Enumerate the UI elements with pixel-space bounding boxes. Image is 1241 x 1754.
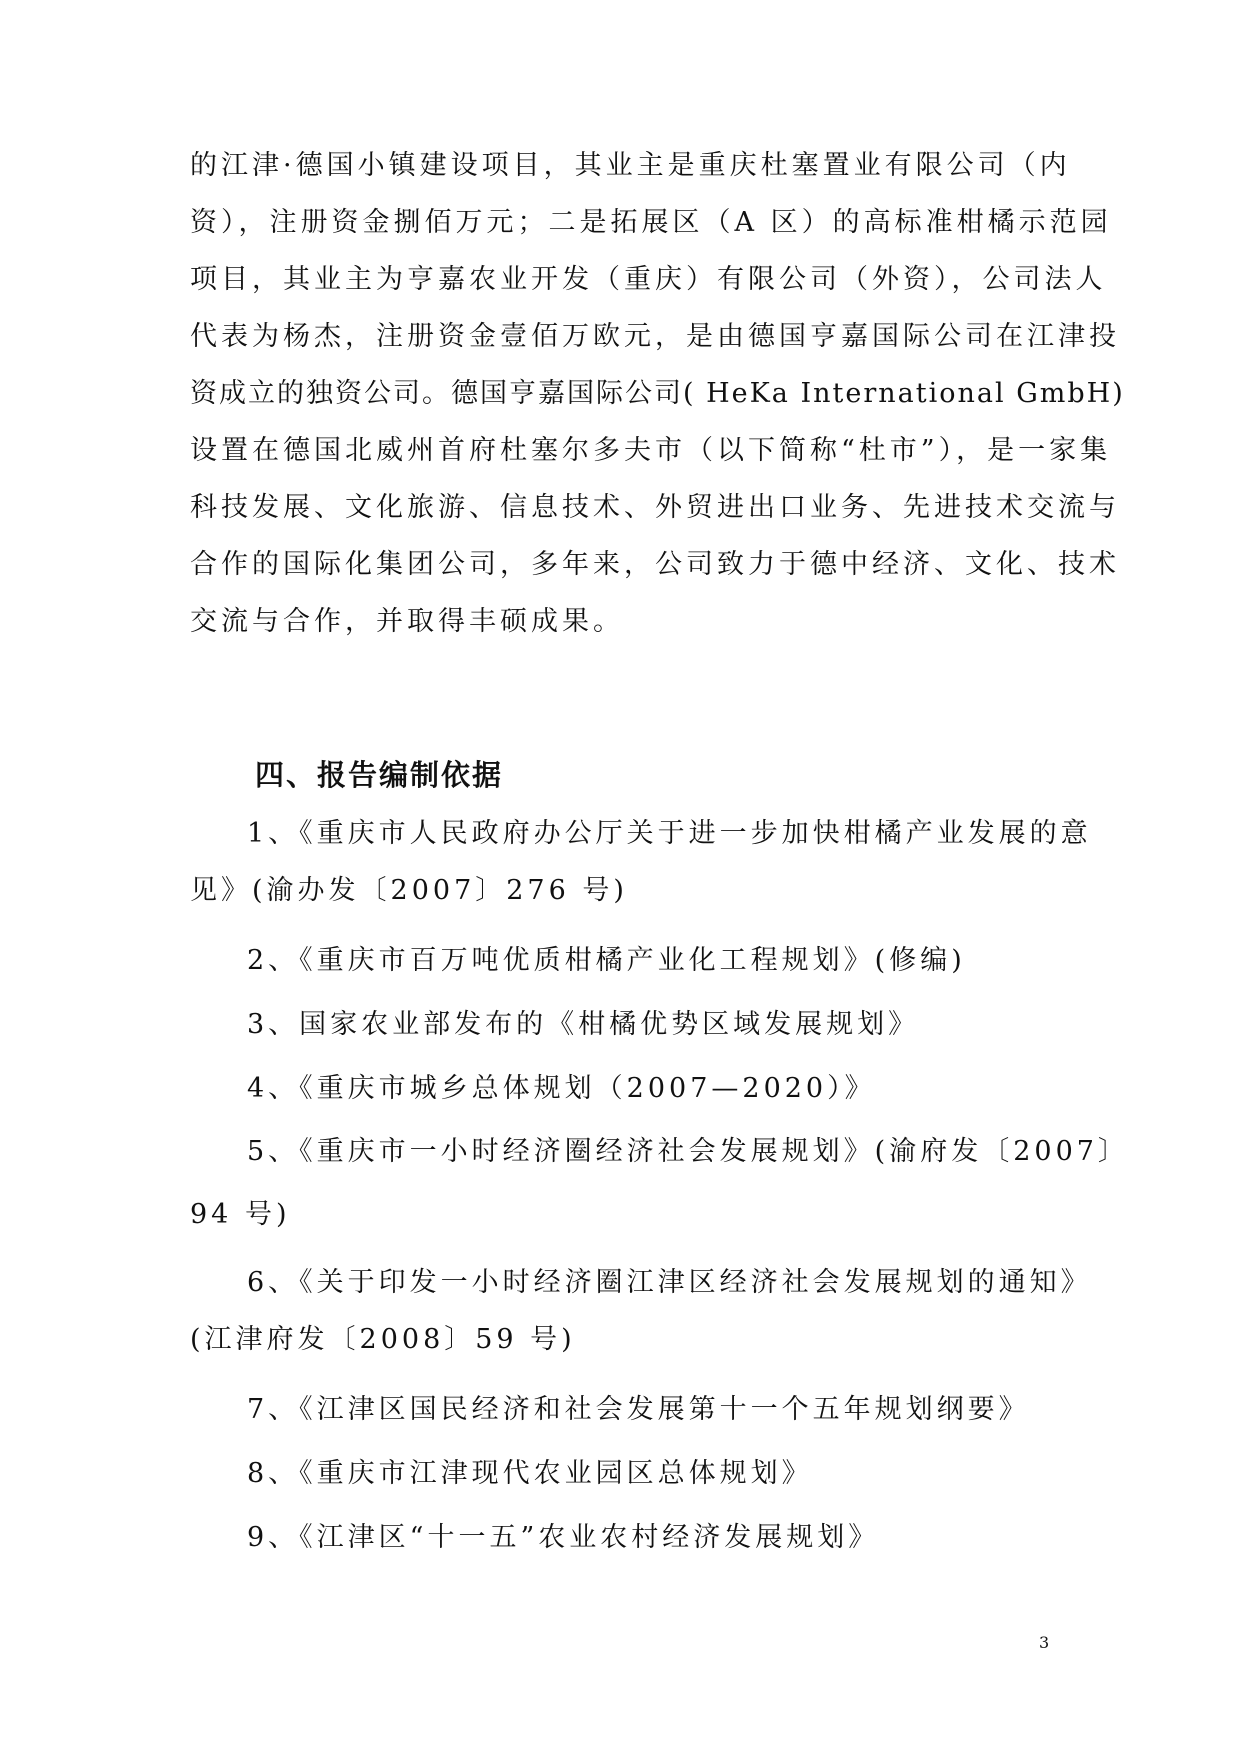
basis-item: 3、国家农业部发布的《柑橘优势区域发展规划》: [247, 1009, 920, 1040]
basis-item: 4、《重庆市城乡总体规划（2007—2020）》: [247, 1073, 876, 1104]
paragraph-line: 设置在德国北威州首府杜塞尔多夫市（以下简称“杜市”），是一家集: [190, 435, 1112, 466]
paragraph-line: 代表为杨杰，注册资金壹佰万欧元，是由德国亨嘉国际公司在江津投: [190, 321, 1120, 352]
paragraph-line: 项目，其业主为亨嘉农业开发（重庆）有限公司（外资），公司法人: [190, 264, 1107, 295]
section-heading: 四、报告编制依据: [255, 758, 504, 792]
paragraph-line: 的江津·德国小镇建设项目，其业主是重庆杜塞置业有限公司（内: [190, 150, 1071, 181]
paragraph-line: 资），注册资金捌佰万元；二是拓展区（A 区）的高标准柑橘示范园: [190, 207, 1112, 238]
basis-item: 6、《关于印发一小时经济圈江津区经济社会发展规划的通知》: [247, 1267, 1092, 1298]
paragraph-line: 合作的国际化集团公司，多年来，公司致力于德中经济、文化、技术: [190, 549, 1120, 580]
basis-item-continuation: 见》(渝办发〔2007〕276 号): [190, 875, 628, 906]
basis-item: 8、《重庆市江津现代农业园区总体规划》: [247, 1458, 813, 1489]
basis-item-continuation: (江津府发〔2008〕59 号): [190, 1324, 576, 1355]
basis-item: 9、《江津区“十一五”农业农村经济发展规划》: [247, 1522, 880, 1553]
paragraph-line: 科技发展、文化旅游、信息技术、外贸进出口业务、先进技术交流与: [190, 492, 1120, 523]
paragraph-line: 资成立的独资公司。德国亨嘉国际公司( HeKa International GmbH): [190, 378, 1125, 409]
page-number: 3: [1039, 1633, 1050, 1652]
paragraph-line: 交流与合作，并取得丰硕成果。: [190, 606, 624, 637]
basis-item-continuation: 94 号): [190, 1199, 291, 1230]
basis-item: 5、《重庆市一小时经济圈经济社会发展规划》(渝府发〔2007〕: [247, 1136, 1129, 1167]
basis-item: 7、《江津区国民经济和社会发展第十一个五年规划纲要》: [247, 1394, 1030, 1425]
basis-item: 1、《重庆市人民政府办公厅关于进一步加快柑橘产业发展的意: [247, 818, 1092, 849]
basis-item: 2、《重庆市百万吨优质柑橘产业化工程规划》(修编): [247, 945, 966, 976]
